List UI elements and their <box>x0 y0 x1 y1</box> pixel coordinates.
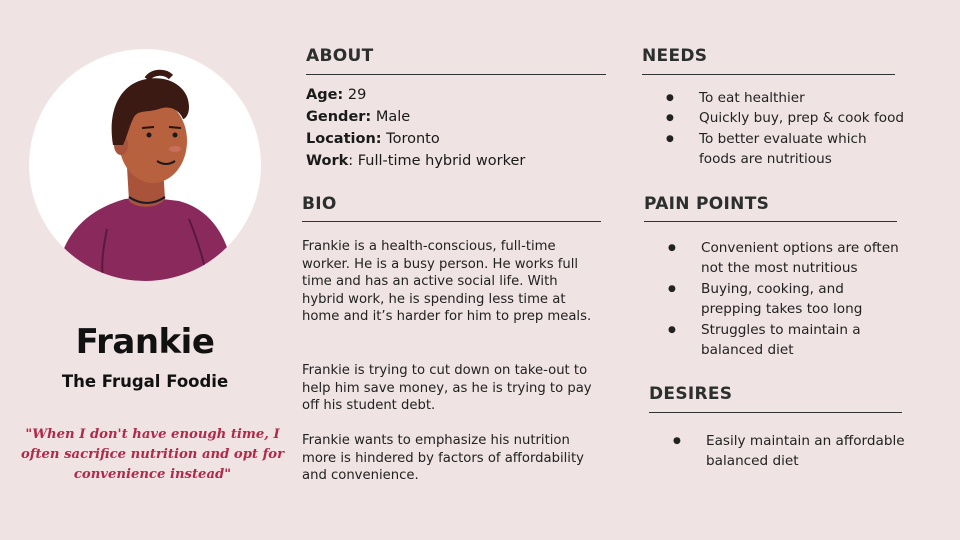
persona-avatar <box>29 49 261 281</box>
list-item: ● Buying, cooking, and prepping takes too long <box>668 279 883 320</box>
list-item: ● Quickly buy, prep & cook food <box>666 108 936 128</box>
about-work: Work: Full-time hybrid worker <box>306 153 526 169</box>
person-illustration <box>29 49 261 281</box>
about-gender: Gender: Male <box>306 109 411 125</box>
bio-divider <box>302 221 601 222</box>
persona-name: Frankie <box>75 322 215 362</box>
pain-points-divider <box>644 221 897 222</box>
needs-heading: NEEDS <box>642 46 708 66</box>
list-item: ● Struggles to maintain a balanced diet <box>668 320 883 361</box>
needs-divider <box>642 74 895 75</box>
desires-list <box>673 431 923 472</box>
pain-points-heading: PAIN POINTS <box>644 194 770 214</box>
list-item: ● To eat healthier <box>666 88 936 108</box>
bio-heading: BIO <box>302 194 337 214</box>
desires-heading: DESIRES <box>649 384 733 404</box>
bio-paragraph-3: Frankie wants to emphasize his nutrition more is hindered by factors of affordability and convenience. <box>302 433 584 484</box>
about-location: Location: Toronto <box>306 131 440 147</box>
list-item: ● Easily maintain an affordable balanced diet <box>673 431 923 472</box>
about-heading: ABOUT <box>306 46 374 66</box>
bio-paragraph-1: Frankie is a health-conscious, full-time worker. He is a busy person. He works full time and has an active social life. With hybrid work, he is spending less time at home and it’s harder for him to prep meals. <box>302 239 592 325</box>
bio-paragraph-2: Frankie is trying to cut down on take-out to help him save money, as he is trying to pay off his student debt. <box>302 363 592 414</box>
about-age: Age: 29 <box>306 87 367 103</box>
needs-list <box>666 88 936 170</box>
about-divider <box>306 74 606 75</box>
persona-title: The Frugal Foodie <box>61 372 229 391</box>
desires-divider <box>649 412 902 413</box>
persona-quote: "When I don't have enough time, I often sacrifice nutrition and opt for convenience instead" <box>20 427 285 482</box>
pain-points-list <box>668 238 918 360</box>
list-item: ● To better evaluate which foods are nutritious <box>666 129 876 170</box>
list-item: ● Convenient options are often not the most nutritious <box>668 238 918 279</box>
